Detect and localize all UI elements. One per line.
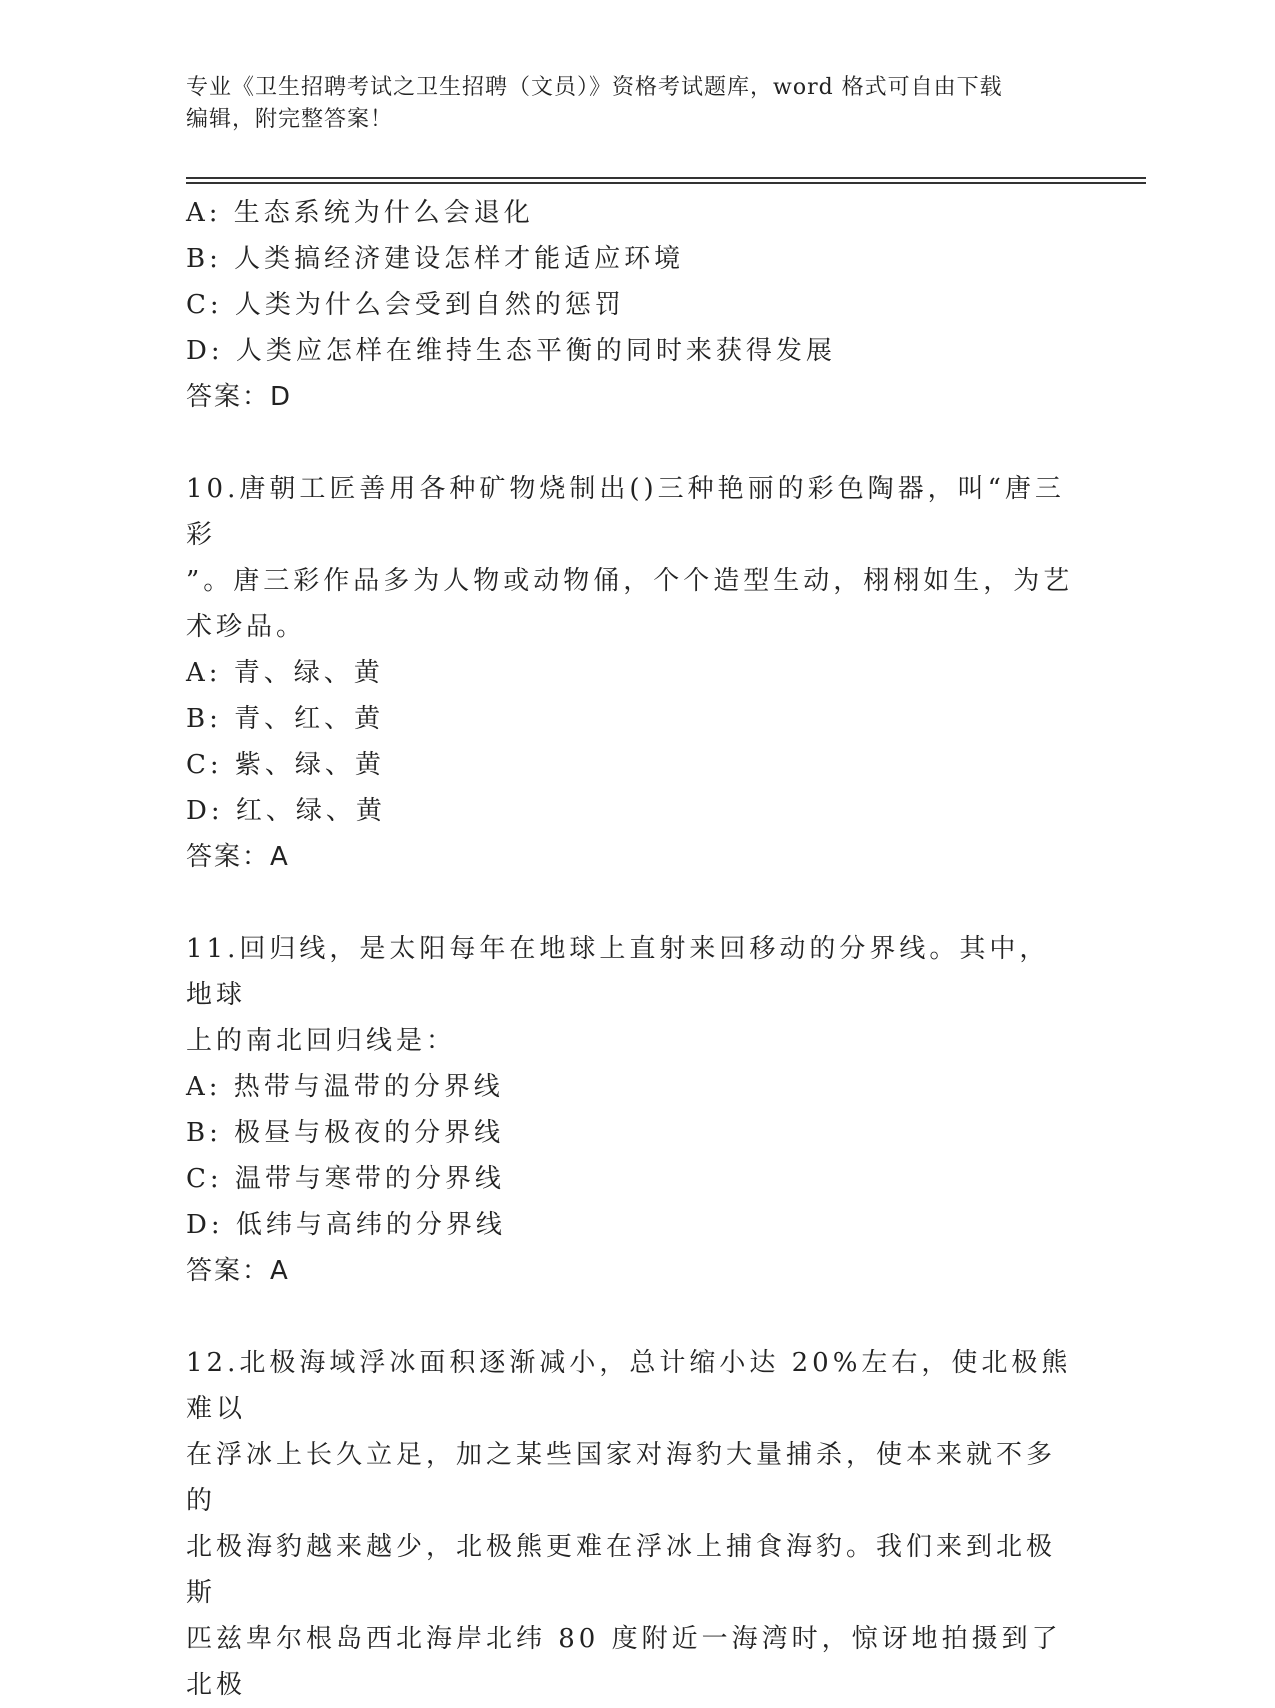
question-12 <box>186 1340 1086 1708</box>
header-divider-top <box>186 177 1146 179</box>
question-9 <box>186 190 1086 420</box>
question-stem-line: 12.北极海域浮冰面积逐渐减小，总计缩小达 20%左右，使北极熊难以 <box>186 1348 1072 1424</box>
option-d: D: 低纬与高纬的分界线 <box>186 1210 506 1240</box>
question-10 <box>186 466 1086 880</box>
option-c: C: 紫、绿、黄 <box>186 750 385 780</box>
question-stem-line: 匹兹卑尔根岛西北海岸北纬 80 度附近一海湾时，惊讶地拍摄到了北极 <box>186 1624 1062 1700</box>
answer-line: 答案：A <box>186 842 290 872</box>
option-a: A: 生态系统为什么会退化 <box>186 198 534 228</box>
question-content <box>186 190 1086 1708</box>
question-11 <box>186 926 1086 1294</box>
header-line-1: 专业《卫生招聘考试之卫生招聘（文员）》资格考试题库，word 格式可自由下载 <box>186 75 1003 100</box>
option-c: C: 人类为什么会受到自然的惩罚 <box>186 290 625 320</box>
option-a: A: 青、绿、黄 <box>186 658 384 688</box>
question-stem-line: 北极海豹越来越少，北极熊更难在浮冰上捕食海豹。我们来到北极斯 <box>186 1532 1057 1608</box>
document-header <box>186 72 1066 136</box>
spacer <box>186 880 1086 926</box>
question-stem-line: 11.回归线，是太阳每年在地球上直射来回移动的分界线。其中，地球 <box>186 934 1050 1010</box>
option-b: B: 人类搞经济建设怎样才能适应环境 <box>186 244 685 274</box>
option-b: B: 极昼与极夜的分界线 <box>186 1118 505 1148</box>
question-stem-line: 10.唐朝工匠善用各种矿物烧制出()三种艳丽的彩色陶器，叫“唐三彩 <box>186 474 1065 550</box>
option-b: B: 青、红、黄 <box>186 704 385 734</box>
header-divider-bottom <box>186 182 1146 184</box>
option-d: D: 人类应怎样在维持生态平衡的同时来获得发展 <box>186 336 836 366</box>
header-line-2: 编辑，附完整答案！ <box>186 107 394 132</box>
spacer <box>186 1294 1086 1340</box>
answer-line: 答案：D <box>186 382 293 412</box>
option-c: C: 温带与寒带的分界线 <box>186 1164 505 1194</box>
question-stem-line: 在浮冰上长久立足，加之某些国家对海豹大量捕杀，使本来就不多的 <box>186 1440 1057 1516</box>
answer-line: 答案：A <box>186 1256 290 1286</box>
spacer <box>186 420 1086 466</box>
question-stem-line: 术珍品。 <box>186 612 307 642</box>
option-d: D: 红、绿、黄 <box>186 796 386 826</box>
option-a: A: 热带与温带的分界线 <box>186 1072 504 1102</box>
question-stem-line: 上的南北回归线是： <box>186 1026 457 1056</box>
question-stem-line: ”。唐三彩作品多为人物或动物俑，个个造型生动，栩栩如生，为艺 <box>186 566 1074 596</box>
